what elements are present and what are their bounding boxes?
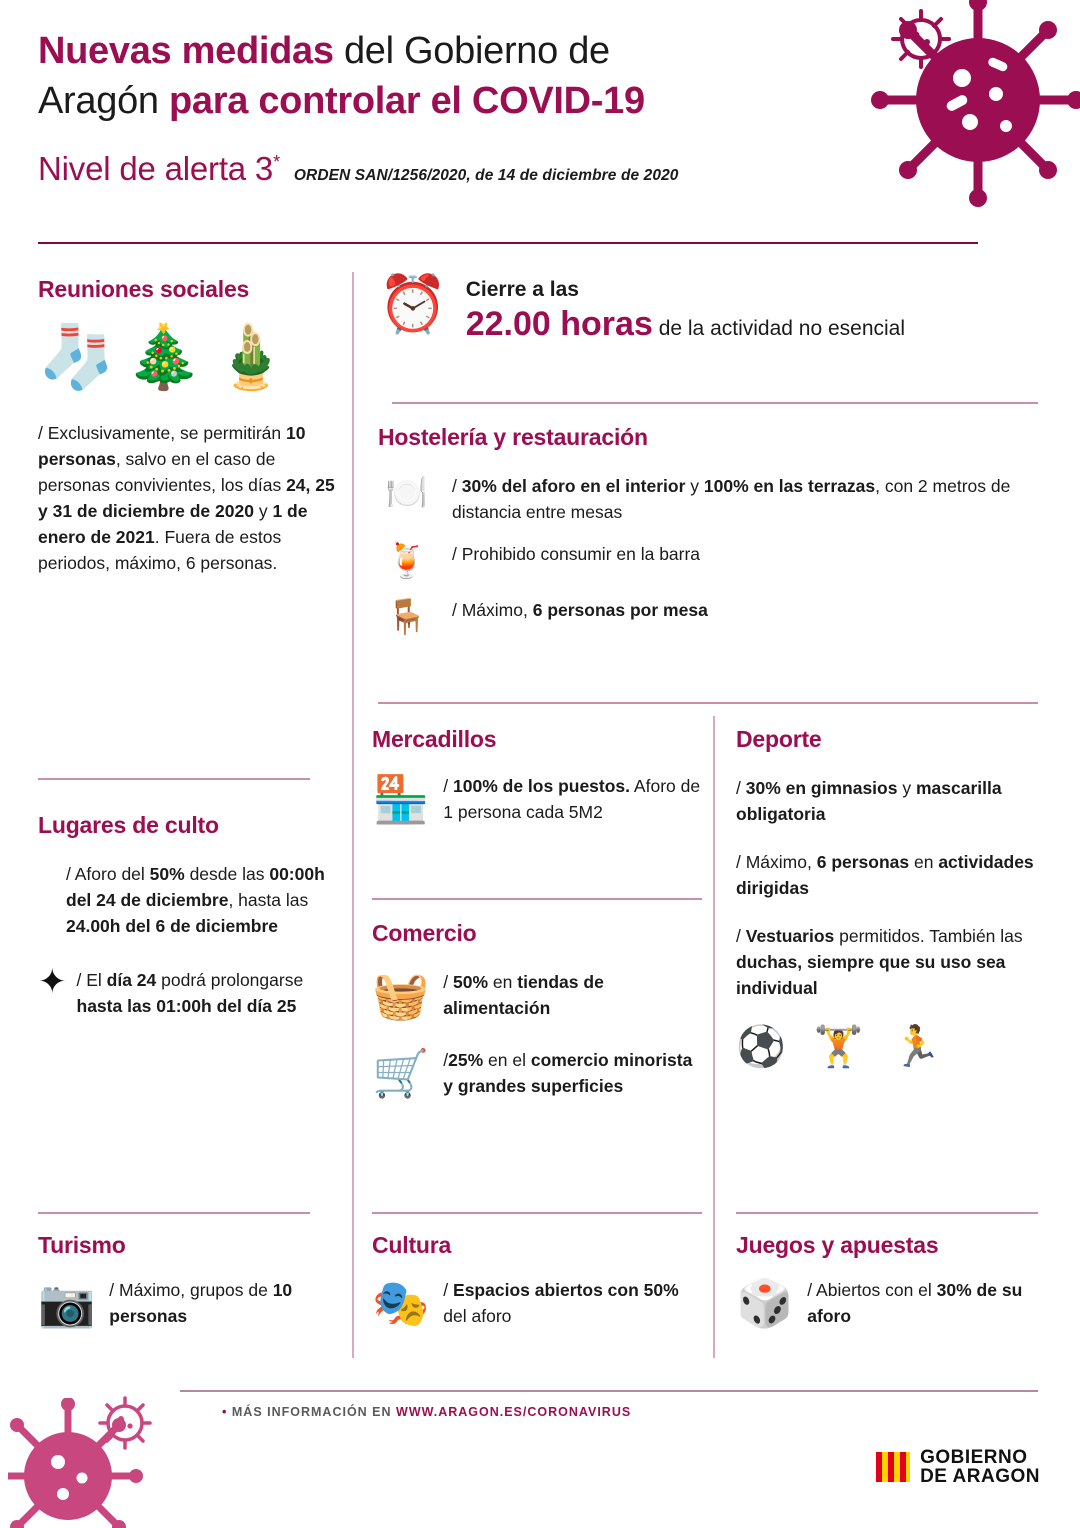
title-part-2: del Gobierno de — [333, 30, 610, 72]
cultura-title: Cultura — [372, 1232, 452, 1258]
footer-url[interactable]: WWW.ARAGON.ES/CORONAVIRUS — [396, 1405, 632, 1419]
section-cierre — [378, 272, 1038, 349]
d1-p2: y — [897, 778, 916, 798]
page-header — [38, 26, 918, 188]
culto-item1-p2: desde las — [184, 864, 270, 884]
deporte-icons — [736, 1023, 1038, 1070]
h1-p3: , con 2 metros de distancia entre mesas — [452, 476, 1011, 522]
d3-b1: Vestuarios — [745, 926, 835, 946]
christmas-stocking-icon: 🧦 — [38, 323, 116, 392]
c2-b2: comercio minorista y grandes superficies — [443, 1050, 693, 1096]
section-mercadillos — [372, 726, 702, 825]
government-logo-text — [920, 1448, 1040, 1486]
left-divider-2 — [38, 1212, 310, 1214]
market-stall-icon: 🏪 — [372, 773, 430, 825]
comercio-item2-text — [443, 1047, 702, 1099]
dice-icon: 🎲 — [736, 1277, 794, 1329]
juegos-title: Juegos y apuestas — [736, 1232, 939, 1258]
footer-info — [222, 1405, 631, 1419]
j-p1: / Abiertos con el — [807, 1280, 937, 1300]
cu-b1: Espacios abiertos con 50% — [453, 1280, 679, 1300]
star-icon: ✦ — [38, 963, 67, 1001]
deporte-item-2 — [736, 849, 1038, 901]
reuniones-text-b2: 24, 25 y 31 de diciembre de 2020 — [38, 475, 335, 521]
section-reuniones-sociales — [38, 276, 338, 576]
reuniones-text-p2: , salvo en el caso de personas convivientes, los días — [38, 449, 287, 495]
d1-p1: / — [736, 778, 746, 798]
c1-p1: / — [443, 972, 454, 992]
cierre-text — [466, 276, 905, 349]
c2-p1: / — [443, 1050, 449, 1070]
cu-p1: / — [443, 1280, 454, 1300]
comercio-title: Comercio — [372, 920, 477, 946]
merc-p2: Aforo de 1 persona cada 5M2 — [443, 776, 701, 822]
mercadillos-text — [443, 773, 702, 825]
section-turismo — [38, 1232, 338, 1329]
cierre-hours: 22.00 horas — [465, 305, 653, 343]
section-deporte — [736, 726, 1038, 1070]
right-divider-2 — [378, 702, 1038, 704]
culto-item2-text — [77, 967, 339, 1019]
d3-p1: / — [736, 926, 746, 946]
d2-p2: en — [909, 852, 939, 872]
deporte-item-3 — [736, 923, 1038, 1001]
virus-illustration-bottom-small — [96, 1394, 154, 1452]
header-divider — [38, 242, 978, 244]
t-p1: / Máximo, grupos de — [109, 1280, 273, 1300]
d3-p2: permitidos. También las — [834, 926, 1023, 946]
culto-item2-b1: día 24 — [106, 970, 157, 990]
column-divider-left — [352, 272, 354, 1358]
c1-b2: tiendas de alimentación — [443, 972, 604, 1018]
culto-item1-p3: , hasta las — [228, 890, 309, 910]
aragon-flag-icon — [876, 1452, 910, 1482]
h1-b2: 100% en las terrazas — [703, 476, 876, 496]
government-logo — [876, 1448, 1040, 1486]
alert-level-asterisk: * — [273, 152, 280, 172]
culto-item2-p1: / El — [76, 970, 107, 990]
cu-p2: del aforo — [443, 1306, 512, 1326]
christmas-bauble-icon: 🎍 — [212, 323, 290, 392]
turismo-item — [38, 1277, 338, 1329]
turismo-title: Turismo — [38, 1232, 126, 1258]
gov-line-1: GOBIERNO — [920, 1447, 1028, 1468]
cierre-rest: de la actividad no esencial — [652, 317, 906, 340]
comercio-item-2 — [372, 1047, 702, 1099]
reuniones-title: Reuniones sociales — [38, 276, 250, 302]
hosteleria-item3-text — [452, 597, 708, 623]
comercio-item-1 — [372, 969, 702, 1021]
culto-item-1 — [38, 861, 338, 939]
shopping-cart-icon: 🛒 — [372, 1047, 430, 1099]
hosteleria-item-2 — [378, 541, 1038, 581]
alert-level-row — [38, 150, 918, 188]
h3-b1: 6 personas por mesa — [532, 600, 708, 620]
hosteleria-item-3 — [378, 597, 1038, 637]
turismo-text — [109, 1277, 338, 1329]
culto-item1-p1: / Aforo del — [66, 864, 150, 884]
merc-p1: / — [443, 776, 454, 796]
d1-b1: 30% en gimnasios — [745, 778, 898, 798]
footer-label: MÁS INFORMACIÓN EN — [231, 1405, 397, 1419]
culto-item1-b3: 24.00h del 6 de diciembre — [66, 916, 279, 936]
table-chairs-icon: 🪑 — [385, 598, 429, 636]
soccer-ball-icon: ⚽ — [736, 1025, 786, 1069]
j-b1: 30% de su aforo — [807, 1280, 1023, 1326]
mercadillos-title: Mercadillos — [372, 726, 497, 752]
alert-level — [38, 150, 280, 188]
cultura-item — [372, 1277, 702, 1329]
page-title — [38, 26, 918, 126]
order-reference: ORDEN SAN/1256/2020, de 14 de diciembre de 2020 — [293, 167, 679, 184]
reuniones-text-b3: 1 de enero de 2021 — [38, 501, 308, 547]
d2-b2: actividades dirigidas — [736, 852, 1034, 898]
reuniones-text-p3: y — [253, 501, 273, 521]
section-hosteleria — [378, 424, 1038, 637]
culto-title: Lugares de culto — [38, 812, 219, 838]
c2-p2: en el — [483, 1050, 531, 1070]
merc-b1: 100% de los puestos. — [453, 776, 631, 796]
mid-divider-1 — [372, 898, 702, 900]
section-cultura — [372, 1232, 702, 1329]
section-juegos — [736, 1232, 1038, 1329]
t-b1: 10 personas — [109, 1280, 293, 1326]
hosteleria-title: Hostelería y restauración — [378, 424, 648, 450]
h1-p2: y — [685, 476, 704, 496]
d2-b1: 6 personas — [816, 852, 910, 872]
food-cloche-icon: 🍽️ — [385, 474, 429, 512]
title-part-3: Aragón — [38, 80, 169, 122]
cierre-line1: Cierre a las — [465, 278, 579, 301]
christmas-tree-icon: 🎄 — [125, 323, 203, 392]
hosteleria-item2-text — [452, 541, 700, 567]
h2-p1: / Prohibido consumir en la barra — [452, 544, 701, 564]
camera-icon: 📷 — [38, 1277, 96, 1329]
alert-level-text: Nivel de alerta 3 — [38, 150, 274, 187]
culto-item-2 — [38, 963, 338, 1019]
d1-b2: mascarilla obligatoria — [736, 778, 1002, 824]
d2-p1: / Máximo, — [736, 852, 817, 872]
comercio-item1-text — [443, 969, 702, 1021]
right-divider-1 — [392, 402, 1038, 404]
h1-p1: / — [452, 476, 462, 496]
hosteleria-item1-text — [452, 473, 1032, 525]
title-part-4: para controlar el COVID-19 — [169, 80, 645, 122]
right-divider-3 — [736, 1212, 1038, 1214]
theatre-masks-icon: 🎭 — [372, 1277, 430, 1329]
mercadillos-item — [372, 773, 702, 825]
weightlifting-icon: 🏋️ — [813, 1025, 864, 1069]
cultura-text — [443, 1277, 702, 1329]
h1-b1: 30% del aforo en el interior — [461, 476, 686, 496]
footer-divider — [180, 1390, 1038, 1392]
reuniones-text-p1: / Exclusivamente, se permitirán — [38, 423, 287, 443]
hosteleria-item-1 — [378, 473, 1038, 525]
h3-p1: / Máximo, — [452, 600, 533, 620]
shopping-basket-icon: 🧺 — [372, 969, 430, 1021]
footer-bullet: • — [222, 1405, 228, 1419]
deporte-title: Deporte — [736, 726, 822, 752]
reuniones-text-p4: . Fuera de estos periodos, máximo, 6 personas. — [38, 527, 282, 573]
juegos-text — [807, 1277, 1038, 1329]
section-comercio — [372, 920, 702, 1099]
title-part-1: Nuevas medidas — [38, 30, 334, 72]
reuniones-icons — [38, 321, 338, 394]
culto-item2-p2: podrá prolongarse — [156, 970, 304, 990]
c1-b1: 50% — [453, 972, 489, 992]
culto-item1-b1: 50% — [149, 864, 185, 884]
reuniones-text-b1: 10 personas — [38, 423, 306, 469]
reuniones-text — [38, 420, 338, 576]
deporte-item-1 — [736, 775, 1038, 827]
culto-item1-b2: 00:00h del 24 de diciembre — [66, 864, 325, 910]
d3-b2: duchas, siempre que su uso sea individual — [736, 952, 1006, 998]
c2-b1: 25% — [448, 1050, 484, 1070]
c1-p2: en — [488, 972, 518, 992]
gov-line-2: DE ARAGON — [920, 1466, 1040, 1487]
column-divider-right — [713, 716, 715, 1358]
cocktail-icon: 🍹 — [385, 542, 429, 580]
alarm-clock-icon: ⏰ — [378, 272, 448, 335]
culto-item2-b2: hasta las 01:00h del día 25 — [76, 996, 297, 1016]
juegos-item — [736, 1277, 1038, 1329]
mid-divider-2 — [372, 1212, 702, 1214]
running-icon: 🏃 — [891, 1025, 942, 1069]
section-lugares-de-culto — [38, 812, 338, 1019]
cierre-line2 — [466, 304, 905, 349]
left-divider-1 — [38, 778, 310, 780]
